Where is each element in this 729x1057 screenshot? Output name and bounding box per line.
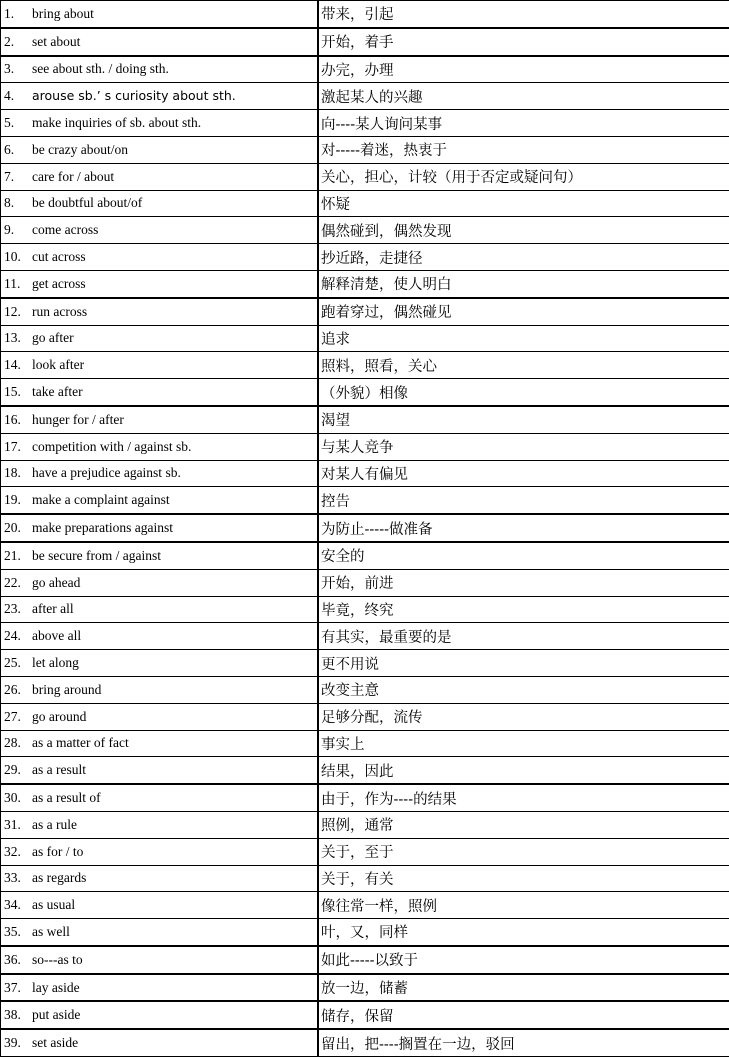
phrase-cell (1, 946, 319, 974)
chinese-meaning: 如此-----以致于 (318, 946, 729, 974)
chinese-meaning: 有其实，最重要的是 (318, 623, 729, 650)
chinese-meaning: 开始，着手 (318, 28, 729, 56)
row-number: 2. (1, 34, 32, 50)
row-number: 18. (1, 465, 32, 481)
chinese-meaning: 留出，把----搁置在一边，驳回 (318, 1029, 729, 1056)
row-number: 36. (1, 952, 32, 968)
table-row (1, 946, 729, 974)
row-number: 6. (1, 142, 32, 158)
phrase-cell (1, 1, 319, 28)
phrase-cell (1, 352, 319, 379)
phrase-cell (1, 487, 319, 514)
phrase-cell (1, 596, 319, 623)
chinese-meaning: 对-----着迷，热衷于 (318, 136, 729, 163)
english-phrase: come across (32, 222, 98, 238)
row-number: 29. (1, 762, 32, 778)
table-row (1, 1, 729, 28)
table-row (1, 433, 729, 460)
phrase-cell (1, 244, 319, 271)
phrase-cell (1, 110, 319, 137)
chinese-meaning: 关于，至于 (318, 838, 729, 865)
row-number: 33. (1, 870, 32, 886)
row-number: 9. (1, 222, 32, 238)
row-number: 27. (1, 709, 32, 725)
chinese-meaning: 放一边，储蓄 (318, 974, 729, 1002)
phrase-cell (1, 325, 319, 352)
phrase-cell (1, 542, 319, 569)
english-phrase: make a complaint against (32, 492, 170, 508)
table-row (1, 974, 729, 1002)
table-row (1, 919, 729, 946)
table-row (1, 838, 729, 865)
table-row (1, 811, 729, 838)
row-number: 12. (1, 304, 32, 320)
row-number: 20. (1, 520, 32, 536)
chinese-meaning: 偶然碰到，偶然发现 (318, 217, 729, 244)
row-number: 15. (1, 384, 32, 400)
english-phrase: as a result (32, 762, 86, 778)
english-phrase: get across (32, 276, 86, 292)
row-number: 16. (1, 412, 32, 428)
chinese-meaning: 足够分配，流传 (318, 703, 729, 730)
english-phrase: cut across (32, 249, 86, 265)
chinese-meaning: 事实上 (318, 730, 729, 757)
phrase-cell (1, 703, 319, 730)
row-number: 1. (1, 6, 32, 22)
table-row (1, 163, 729, 190)
chinese-meaning: 由于，作为----的结果 (318, 784, 729, 811)
table-row (1, 406, 729, 433)
phrase-cell (1, 865, 319, 892)
english-phrase: arouse sb.’ s curiosity about sth. (32, 88, 236, 103)
chinese-meaning: 更不用说 (318, 650, 729, 677)
english-phrase: bring about (32, 6, 94, 22)
row-number: 11. (1, 276, 32, 292)
chinese-meaning: 为防止-----做准备 (318, 514, 729, 542)
chinese-meaning: 控告 (318, 487, 729, 514)
chinese-meaning: 关心，担心，计较（用于否定或疑问句） (318, 163, 729, 190)
english-phrase: as a rule (32, 817, 77, 833)
phrase-cell (1, 1029, 319, 1056)
table-row (1, 542, 729, 569)
phrase-cell (1, 433, 319, 460)
table-row (1, 379, 729, 406)
row-number: 21. (1, 548, 32, 564)
phrase-cell (1, 676, 319, 703)
table-row (1, 110, 729, 137)
chinese-meaning: 追求 (318, 325, 729, 352)
table-row (1, 460, 729, 487)
english-phrase: go around (32, 709, 86, 725)
chinese-meaning: 渴望 (318, 406, 729, 433)
phrase-cell (1, 757, 319, 784)
table-row (1, 28, 729, 56)
row-number: 17. (1, 439, 32, 455)
english-phrase: put aside (32, 1007, 80, 1023)
english-phrase: as regards (32, 870, 86, 886)
english-phrase: bring around (32, 682, 101, 698)
phrase-cell (1, 406, 319, 433)
table-row (1, 703, 729, 730)
english-phrase: let along (32, 655, 79, 671)
row-number: 4. (1, 88, 32, 104)
table-row (1, 270, 729, 297)
english-phrase: make preparations against (32, 520, 173, 536)
english-phrase: see about sth. / doing sth. (32, 61, 169, 77)
english-phrase: make inquiries of sb. about sth. (32, 115, 201, 131)
phrase-cell (1, 1001, 319, 1029)
row-number: 35. (1, 924, 32, 940)
english-phrase: take after (32, 384, 83, 400)
chinese-meaning: 毕竟，终究 (318, 596, 729, 623)
chinese-meaning: 怀疑 (318, 190, 729, 217)
chinese-meaning: 跑着穿过，偶然碰见 (318, 298, 729, 325)
chinese-meaning: 向----某人询问某事 (318, 110, 729, 137)
table-body (1, 1, 729, 1057)
table-row (1, 352, 729, 379)
table-row (1, 56, 729, 83)
phrase-cell (1, 83, 319, 110)
phrase-cell (1, 569, 319, 596)
table-row (1, 892, 729, 919)
english-phrase: so---as to (32, 952, 83, 968)
chinese-meaning: 激起某人的兴趣 (318, 83, 729, 110)
table-row (1, 487, 729, 514)
row-number: 28. (1, 735, 32, 751)
english-phrase: set about (32, 34, 80, 50)
row-number: 8. (1, 195, 32, 211)
phrase-cell (1, 298, 319, 325)
table-row (1, 650, 729, 677)
english-phrase: care for / about (32, 169, 114, 185)
table-row (1, 136, 729, 163)
english-phrase: above all (32, 628, 81, 644)
row-number: 26. (1, 682, 32, 698)
phrase-cell (1, 28, 319, 56)
row-number: 13. (1, 330, 32, 346)
chinese-meaning: 储存，保留 (318, 1001, 729, 1029)
row-number: 19. (1, 492, 32, 508)
row-number: 22. (1, 575, 32, 591)
chinese-meaning: 结果，因此 (318, 757, 729, 784)
table-row (1, 1001, 729, 1029)
table-row (1, 244, 729, 271)
english-phrase: be doubtful about/of (32, 195, 142, 211)
row-number: 38. (1, 1007, 32, 1023)
phrase-cell (1, 919, 319, 946)
phrase-cell (1, 270, 319, 297)
phrase-cell (1, 56, 319, 83)
chinese-meaning: 解释清楚，使人明白 (318, 270, 729, 297)
chinese-meaning: 叶，又，同样 (318, 919, 729, 946)
phrase-cell (1, 650, 319, 677)
chinese-meaning: 安全的 (318, 542, 729, 569)
chinese-meaning: 办完，办理 (318, 56, 729, 83)
row-number: 5. (1, 115, 32, 131)
table-row (1, 596, 729, 623)
chinese-meaning: 照例，通常 (318, 811, 729, 838)
table-row (1, 298, 729, 325)
english-phrase: after all (32, 601, 74, 617)
table-row (1, 217, 729, 244)
row-number: 25. (1, 655, 32, 671)
table-row (1, 730, 729, 757)
english-phrase: as usual (32, 897, 75, 913)
english-phrase: set aside (32, 1035, 78, 1051)
english-phrase: as for / to (32, 844, 83, 860)
table-row (1, 1029, 729, 1056)
english-phrase: be crazy about/on (32, 142, 128, 158)
row-number: 34. (1, 897, 32, 913)
chinese-meaning: 关于，有关 (318, 865, 729, 892)
phrase-cell (1, 190, 319, 217)
row-number: 23. (1, 601, 32, 617)
chinese-meaning: （外貌）相像 (318, 379, 729, 406)
english-phrase: as well (32, 924, 70, 940)
english-phrase: as a matter of fact (32, 735, 129, 751)
english-phrase: go after (32, 330, 74, 346)
table-row (1, 784, 729, 811)
table-row (1, 569, 729, 596)
phrase-cell (1, 217, 319, 244)
chinese-meaning: 对某人有偏见 (318, 460, 729, 487)
table-row (1, 676, 729, 703)
row-number: 30. (1, 790, 32, 806)
phrase-cell (1, 730, 319, 757)
english-phrase: lay aside (32, 980, 80, 996)
english-phrase: as a result of (32, 790, 101, 806)
chinese-meaning: 开始，前进 (318, 569, 729, 596)
english-phrase: run across (32, 304, 87, 320)
chinese-meaning: 照料，照看，关心 (318, 352, 729, 379)
phrase-cell (1, 136, 319, 163)
row-number: 7. (1, 169, 32, 185)
phrase-cell (1, 892, 319, 919)
english-phrase: competition with / against sb. (32, 439, 191, 455)
chinese-meaning: 带来，引起 (318, 1, 729, 28)
table-row (1, 83, 729, 110)
table-row (1, 325, 729, 352)
phrase-cell (1, 974, 319, 1002)
chinese-meaning: 改变主意 (318, 676, 729, 703)
phrase-cell (1, 460, 319, 487)
row-number: 32. (1, 844, 32, 860)
row-number: 3. (1, 61, 32, 77)
english-phrase: look after (32, 357, 84, 373)
row-number: 24. (1, 628, 32, 644)
chinese-meaning: 抄近路，走捷径 (318, 244, 729, 271)
phrase-cell (1, 811, 319, 838)
table-row (1, 757, 729, 784)
english-phrase: go ahead (32, 575, 80, 591)
table-row (1, 865, 729, 892)
english-phrase: be secure from / against (32, 548, 161, 564)
table-row (1, 514, 729, 542)
chinese-meaning: 与某人竞争 (318, 433, 729, 460)
row-number: 37. (1, 980, 32, 996)
phrase-cell (1, 623, 319, 650)
row-number: 10. (1, 249, 32, 265)
phrase-cell (1, 163, 319, 190)
row-number: 31. (1, 817, 32, 833)
phrase-cell (1, 514, 319, 542)
phrase-cell (1, 379, 319, 406)
row-number: 14. (1, 357, 32, 373)
table-row (1, 190, 729, 217)
phrase-cell (1, 784, 319, 811)
table-row (1, 623, 729, 650)
row-number: 39. (1, 1035, 32, 1051)
phrase-cell (1, 838, 319, 865)
chinese-meaning: 像往常一样，照例 (318, 892, 729, 919)
english-phrase: hunger for / after (32, 412, 124, 428)
english-phrase: have a prejudice against sb. (32, 465, 181, 481)
